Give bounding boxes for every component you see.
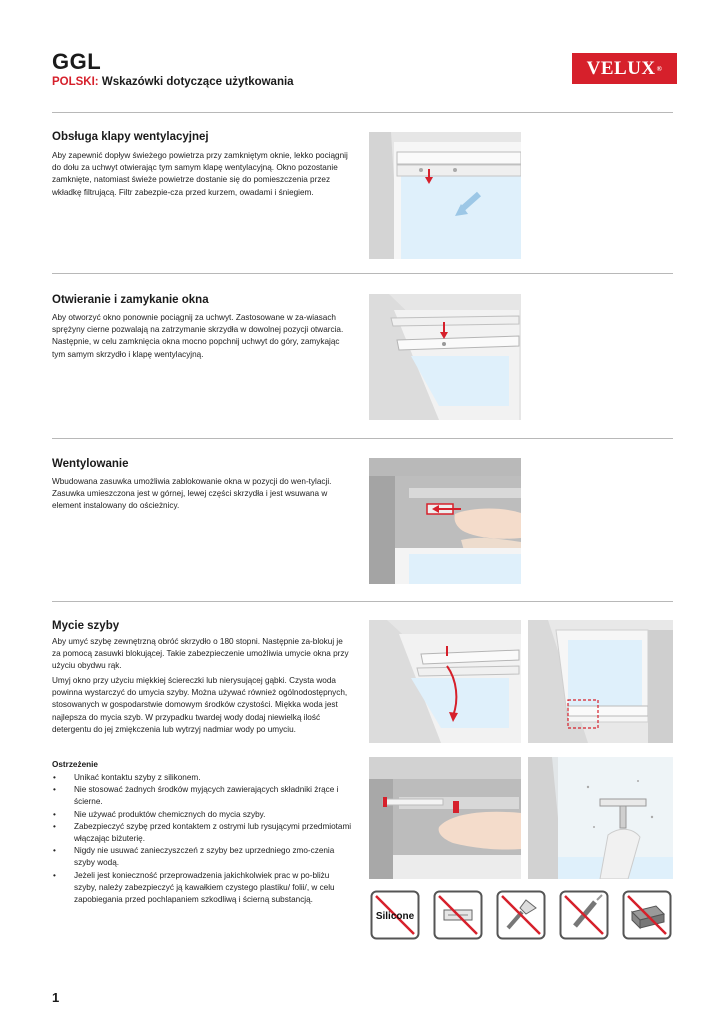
list-item: • Jeżeli jest konieczność przeprowadzenia jakichkolwiek prac w po-bliżu szyby, należy zabezpieczyć ją kawałkiem czystego plastiku/ folii/, w celu zapobiegania przed pochlapaniem szkodliwą i ścierną substancją. — [52, 870, 352, 907]
razor-blade-icon — [433, 890, 483, 940]
locking-bolt-illustration — [528, 620, 673, 743]
ventilation-flap-illustration — [369, 132, 521, 259]
section-heading-cleaning: Mycie szyby — [52, 620, 120, 632]
section-text-cleaning-1: Aby umyć szybę zewnętrzną obróć skrzydło o 180 stopni. Następnie za-blokuj je za pomocą zasuwki blokującej. Takie zabezpieczenie umożliwia umycie okna przy użyciu obydwu rąk. — [52, 637, 349, 671]
list-item: • Unikać kontaktu szyby z silikonem. — [52, 772, 352, 784]
page-number: 1 — [52, 990, 60, 1005]
sash-rotation-illustration — [369, 620, 521, 743]
section-text-ventilating: Wbudowana zasuwka umożliwia zablokowanie okna w pozycji do wen-tylacji. Zasuwka umieszczona jest w górnej, lewej części skrzydła i jest wsuwana w element instalowany do ościeżnicy. — [52, 477, 332, 511]
silicone-icon — [370, 890, 420, 940]
silicone-label: Silicone — [375, 911, 415, 922]
section-text-ventilation-flap: Aby zapewnić dopływ świeżego powietrza przy zamkniętym oknie, lekko pociągnij do dołu za uchwyt otwierając tym samym klapę wentylacyjną. Okno pozostanie zamknięte, natomiast świeże powietrze dostanie się do pomieszczenia przez wkładkę filtrującą. Filtr zabezpie-cza przed kurzem, owadami i śniegiem. — [52, 151, 348, 197]
ventilation-lock-illustration — [369, 458, 521, 584]
section-heading-opening-closing: Otwieranie i zamykanie okna — [52, 294, 209, 306]
section-text-cleaning-2: Umyj okno przy użyciu miękkiej ściereczki lub nierysującej gąbki. Czysta woda powinna wystarczyć do umycia szyby. Można używać również ogólnodostępnych, stosowanych w gospodarstwie domowym środków czystości. Miękka woda jest najlepsza do mycia szyb. W przypadku twardej wody dodaj niewielką ilość detergentu do jej zmiękczenia lub wytrzyj nadmiar wody po umyciu. — [52, 676, 348, 734]
list-item: • Nie używać produktów chemicznych do mycia szyby. — [52, 809, 352, 821]
warning-heading: Ostrzeżenie — [52, 760, 98, 769]
section-heading-ventilating: Wentylowanie — [52, 458, 129, 470]
subtitle-text: Wskazówki dotyczące użytkowania — [101, 76, 294, 88]
warning-list — [52, 772, 352, 906]
divider — [52, 273, 673, 274]
section-text-opening-closing: Aby otworzyć okno ponownie pociągnij za uchwyt. Zastosowane w za-wiasach sprężyny cierne pozwalają na zatrzymanie skrzydła w dowolnej pozycji otwarcia. Następnie, w celu zamknięcia okna mocno popchnij uchwyt do góry, zamykając tym samym skrzydło i klapę wentylacyjną. — [52, 313, 344, 359]
section-heading-ventilation-flap: Obsługa klapy wentylacyjnej — [52, 131, 209, 143]
abrasive-sponge-icon — [622, 890, 672, 940]
squeegee-cleaning-illustration — [528, 757, 673, 879]
velux-logo: VELUX ® — [572, 53, 677, 84]
divider — [52, 112, 673, 113]
utility-knife-icon — [559, 890, 609, 940]
page-subtitle — [52, 76, 294, 88]
list-item: • Nigdy nie usuwać zanieczyszczeń z szyby bez uprzedniego zmo-czenia szyby wodą. — [52, 845, 352, 869]
page-title: GGL — [52, 49, 102, 74]
divider — [52, 438, 673, 439]
scraper-icon — [496, 890, 546, 940]
language-label: POLSKI: — [52, 76, 99, 88]
bolt-engaged-illustration — [369, 757, 521, 879]
list-item: • Zabezpieczyć szybę przed kontaktem z ostrymi lub rysującymi przedmiotami włączając biżuterię. — [52, 821, 352, 845]
divider — [52, 601, 673, 602]
opening-closing-illustration — [369, 294, 521, 420]
list-item: • Nie stosować żadnych środków myjących zawierających składniki żrące i ścierne. — [52, 784, 352, 808]
